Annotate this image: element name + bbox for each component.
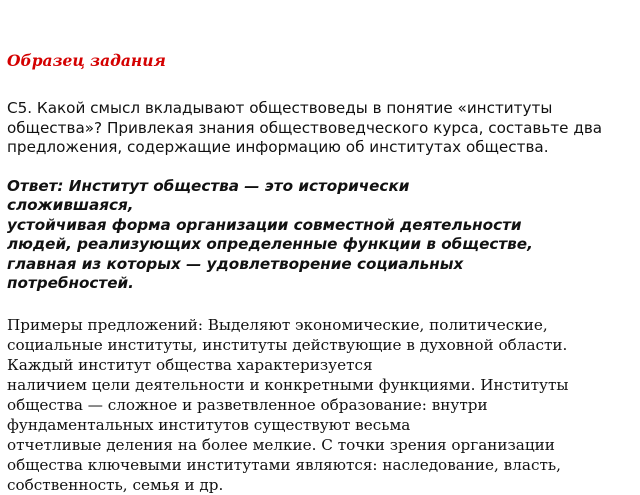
question-line: общества»? Привлекая знания обществоведческого курса, составьте два (7, 118, 603, 137)
slide-content (7, 51, 635, 495)
example-line: наличием цели деятельности и конкретными функциями. Институты (7, 375, 569, 394)
answer-line: людей, реализующих определенные функции в обществе, (7, 235, 533, 253)
example-sentences (7, 315, 635, 495)
answer-line: потребностей. (7, 274, 134, 292)
example-line: социальные институты, институты действующие в духовной области. (7, 335, 568, 354)
example-line: Каждый институт общества характеризуется (7, 355, 373, 374)
answer-line: сложившаяся, (7, 196, 134, 214)
question-line: предложения, содержащие информацию об институтах общества. (7, 138, 549, 156)
task-sample-heading: Образец задания (7, 51, 166, 70)
answer-line: главная из которых — удовлетворение социальных (7, 254, 464, 273)
example-line: собственность, семья и др. (7, 475, 224, 494)
example-line: фундаментальных институтов существуют весьма (7, 415, 411, 434)
answer-text (7, 177, 635, 294)
example-line: отчетливые деления на более мелкие. С точки зрения организации (7, 435, 555, 454)
question-text (7, 99, 635, 158)
question-line: С5. Какой смысл вкладывают обществоведы в понятие «институты (7, 99, 553, 117)
answer-line: Ответ: Институт общества — это исторически (7, 176, 410, 195)
example-line: общества — сложное и разветвленное образование: внутри (7, 395, 488, 414)
example-line: общества ключевыми институтами являются: наследование, власть, (7, 455, 561, 474)
answer-line: устойчивая форма организации совместной деятельности (7, 215, 522, 234)
example-line: Примеры предложений: Выделяют экономические, политические, (7, 315, 548, 334)
